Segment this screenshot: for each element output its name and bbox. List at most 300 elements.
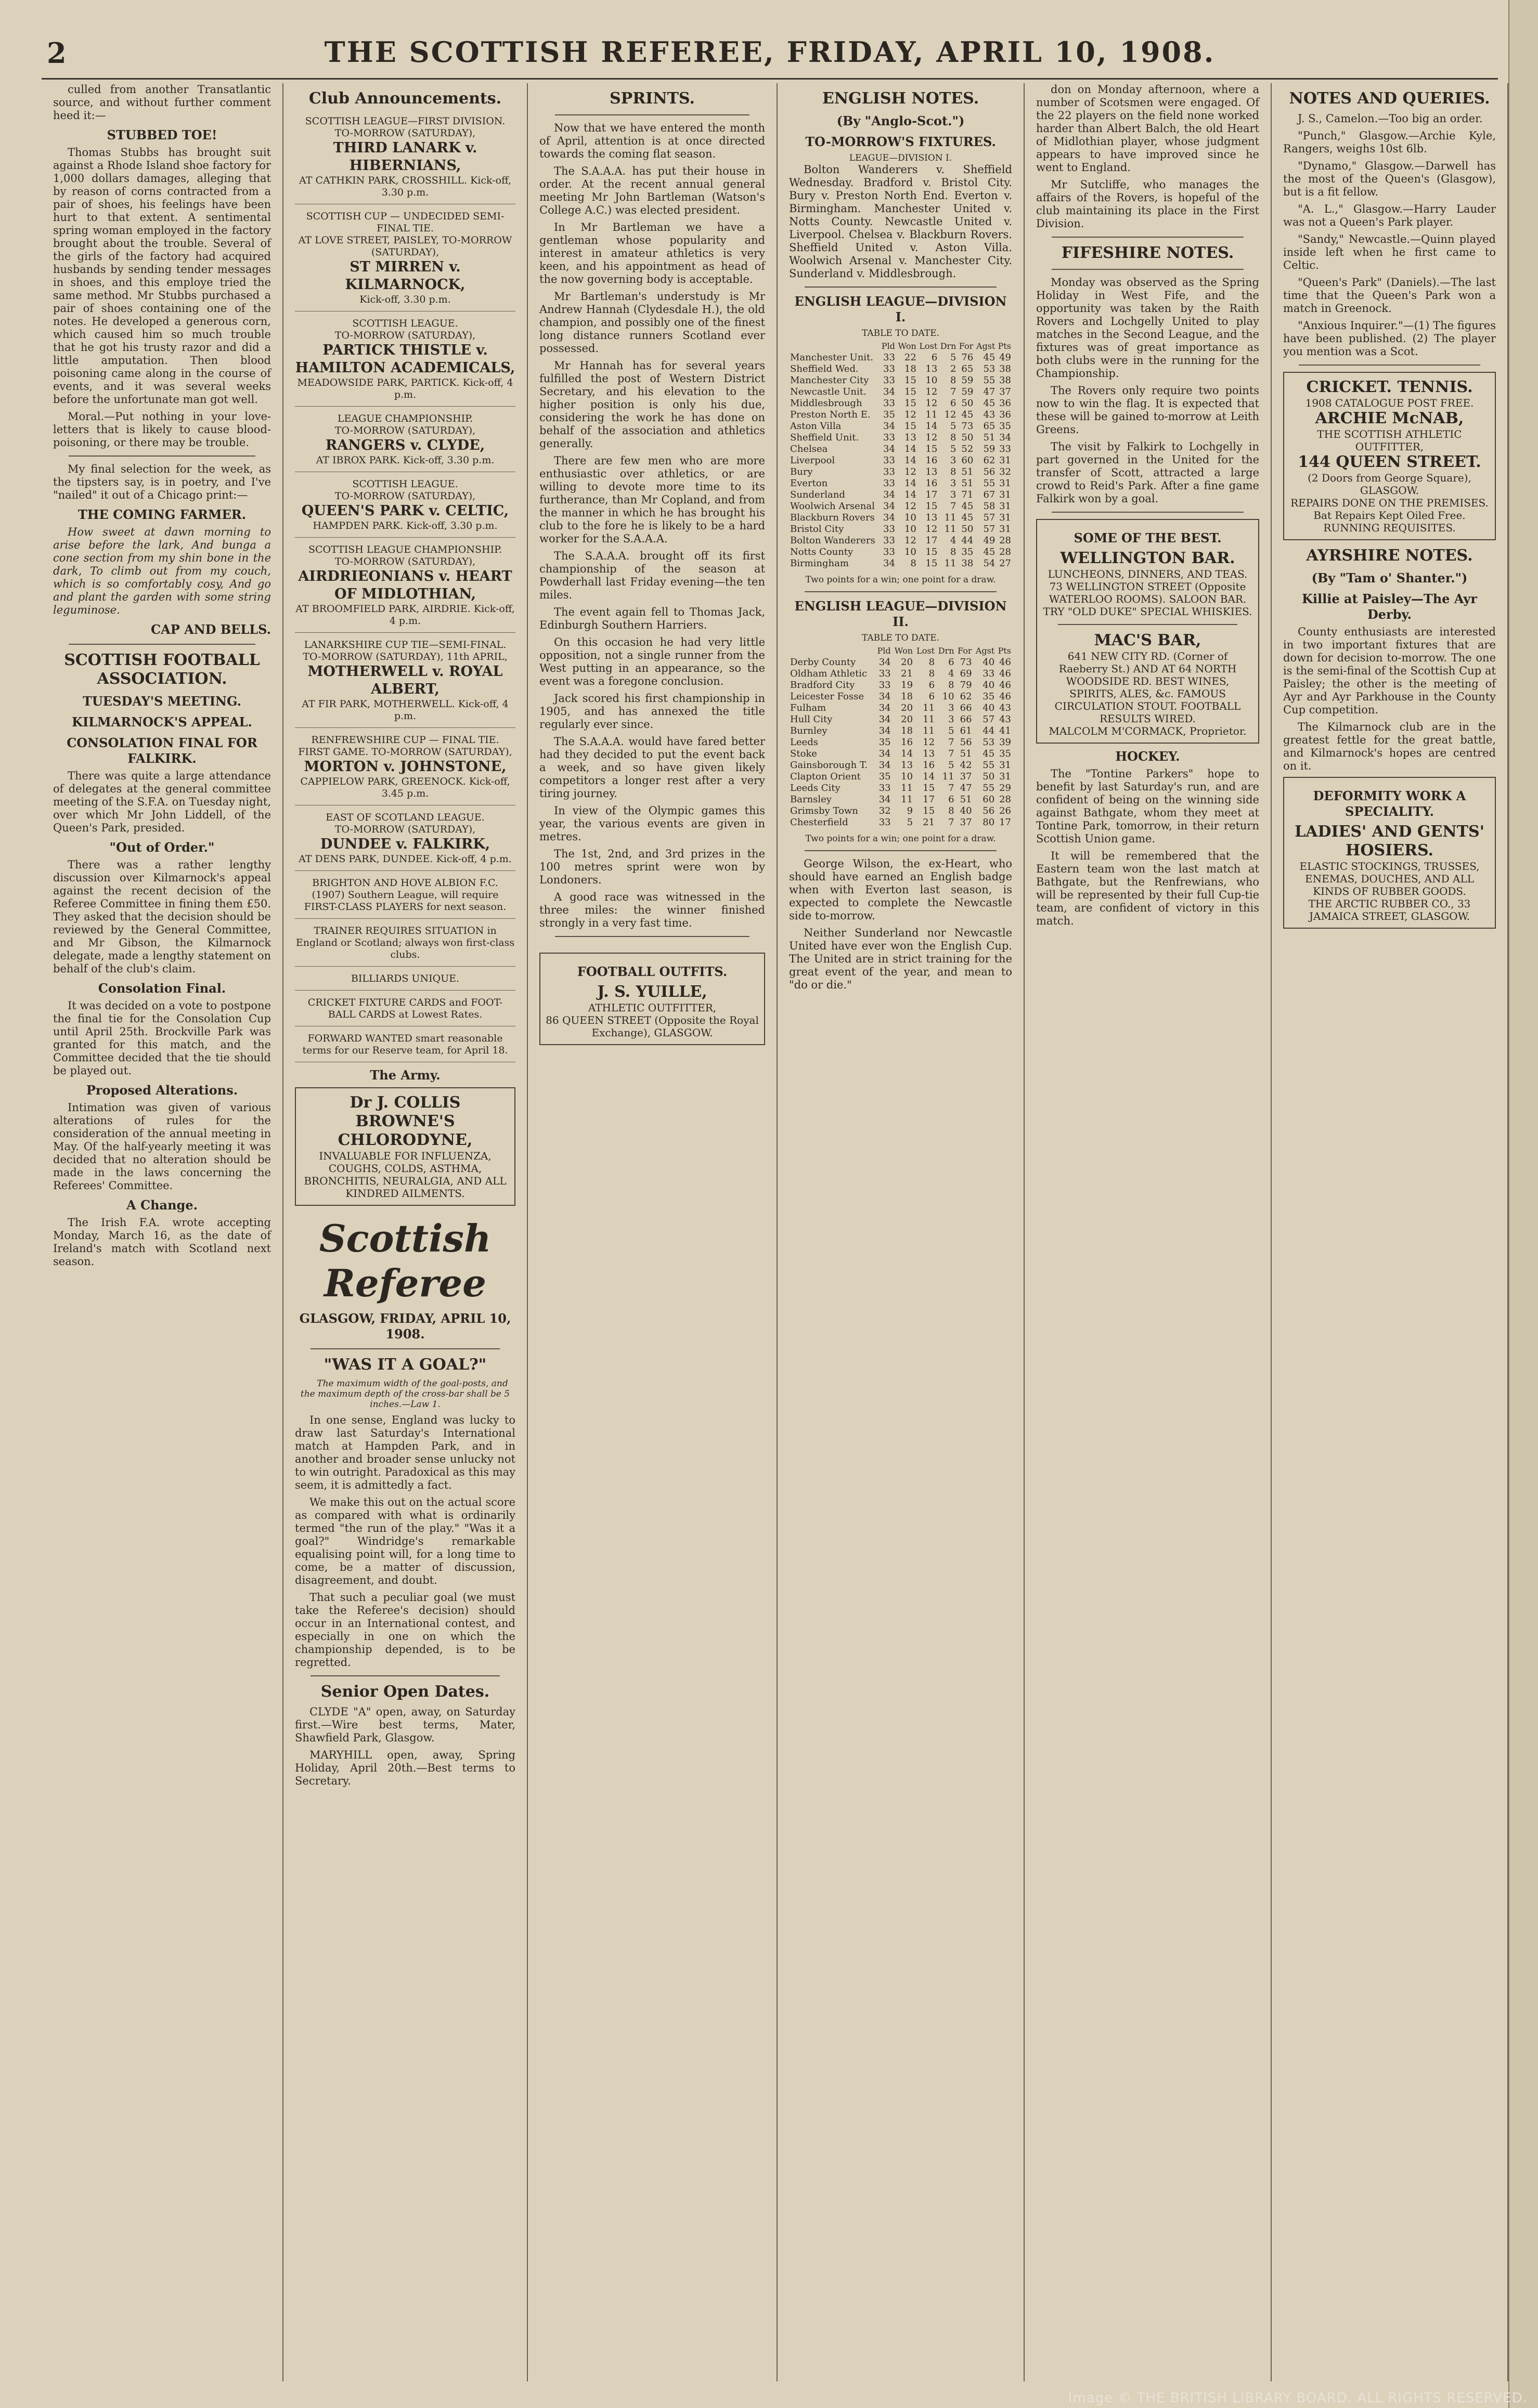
stat-cell: 37 <box>960 771 972 782</box>
announcement-line3: MEADOWSIDE PARK, PARTICK. Kick-off, 4 p.m. <box>297 377 513 400</box>
section-heading: Proposed Alterations. <box>86 1083 238 1098</box>
table-row <box>789 501 1012 512</box>
stat-cell: 12 <box>923 737 935 748</box>
stat-cell: 8 <box>948 805 954 816</box>
ad-title: MAC'S BAR, <box>1094 631 1201 649</box>
table-row <box>789 794 1012 805</box>
stat-cell: 50 <box>961 398 974 409</box>
stat-cell: 45 <box>961 501 974 512</box>
stat-cell: 34 <box>883 501 895 512</box>
club-announcement <box>295 809 515 871</box>
stat-cell: 18 <box>904 363 916 374</box>
announcement-line1: LANARKSHIRE CUP TIE—SEMI-FINAL. <box>304 639 507 650</box>
table-row <box>789 725 1012 737</box>
stat-cell: 7 <box>948 737 954 748</box>
table-row <box>789 817 1012 828</box>
query-answer: "Anxious Inquirer."—(1) The figures have been published. (2) The player you mention was a Scot. <box>1283 319 1496 358</box>
team-name: Bradford City <box>790 680 855 691</box>
ad-proprietor: MALCOLM M'CORMACK, Proprietor. <box>1049 725 1247 737</box>
team-name: Derby County <box>790 657 856 668</box>
stat-cell: 19 <box>901 680 913 691</box>
stat-cell: 50 <box>983 771 995 782</box>
stat-cell: 51 <box>960 748 972 759</box>
stat-cell: 46 <box>999 668 1011 679</box>
league-table-division-1 <box>789 341 1012 569</box>
ad-body: LUNCHEONS, DINNERS, AND TEAS. 73 WELLINGTON STREET (Opposite WATERLOO ROOMS). SALOON BAR. TRY "OLD DUKE" SPECIAL WHISKIES. <box>1043 568 1252 618</box>
stat-cell: 15 <box>904 398 916 409</box>
table-row <box>789 455 1012 466</box>
paragraph: Mr Hannah has for several years fulfilled the post of Western District Secretary, and his elevation to the higher position is only his due, considering the work he has done on behalf of the association and athletics generally. <box>539 359 765 450</box>
stat-cell: 35 <box>999 421 1011 432</box>
stat-cell: 41 <box>999 725 1011 736</box>
ad-subheading: 1908 CATALOGUE POST FREE. <box>1305 397 1474 409</box>
stat-cell: 53 <box>983 363 996 374</box>
stat-cell: 8 <box>950 466 957 477</box>
stat-cell: 16 <box>901 737 913 748</box>
team-name: Middlesbrough <box>790 398 862 409</box>
stat-cell: 12 <box>925 386 938 397</box>
stat-cell: 57 <box>983 714 995 725</box>
announcement-line2: TO-MORROW (SATURDAY), <box>334 330 476 341</box>
chlorodyne-advertisement <box>295 1087 515 1206</box>
stat-cell: 34 <box>883 558 895 569</box>
section-heading: The Army. <box>370 1068 441 1083</box>
newspaper-masthead: Scottish Referee <box>319 1216 492 1305</box>
stat-cell: 55 <box>983 783 995 793</box>
header-cell: Drn <box>940 341 957 351</box>
queries-list <box>1283 112 1496 358</box>
stat-cell: 60 <box>961 455 974 466</box>
table-row <box>789 783 1012 794</box>
stat-cell: 8 <box>928 668 935 679</box>
stat-cell: 22 <box>904 352 916 363</box>
poem-title: THE COMING FARMER. <box>77 507 247 522</box>
announcement-big: QUEEN'S PARK v. CELTIC, <box>301 503 509 519</box>
query-answer: J. S., Camelon.—Too big an order. <box>1298 112 1483 125</box>
stat-cell: 34 <box>883 421 895 432</box>
team-name: Barnsley <box>790 794 832 805</box>
stat-cell: 56 <box>960 737 972 748</box>
stat-cell: 38 <box>999 375 1011 386</box>
announcement-line3: AT DENS PARK, DUNDEE. Kick-off, 4 p.m. <box>299 853 512 865</box>
small-ad: BRIGHTON AND HOVE ALBION F.C. (1907) Southern League, will require FIRST-CLASS PLAYERS for next season. <box>295 874 515 919</box>
classified-ad: CLYDE "A" open, away, on Saturday first.—Wire best terms, Mater, Shawfield Park, Glasgow. <box>295 1706 515 1744</box>
stat-cell: 13 <box>925 466 938 477</box>
stat-cell: 34 <box>878 691 891 702</box>
article-subheading: CONSOLATION FINAL FOR FALKIRK. <box>67 735 257 766</box>
club-announcement <box>295 112 515 204</box>
stat-cell: 7 <box>950 501 957 512</box>
stat-cell: 66 <box>960 702 972 713</box>
stat-cell: 14 <box>923 771 935 782</box>
header-cell: Pld <box>877 646 891 656</box>
stat-cell: 40 <box>983 702 995 713</box>
ad-body: INVALUABLE FOR INFLUENZA, COUGHS, COLDS, ASTHMA, BRONCHITIS, NEURALGIA, AND ALL KINDRED AILMENTS. <box>304 1150 507 1200</box>
stat-cell: 35 <box>878 771 891 782</box>
stat-cell: 34 <box>878 748 891 759</box>
stat-cell: 76 <box>961 352 974 363</box>
paragraph: The Kilmarnock club are in the greatest fettle for the great battle, and Kilmarnock's hopes are centred on it. <box>1283 721 1496 772</box>
stat-cell: 43 <box>999 702 1011 713</box>
league-table-division-2 <box>789 645 1012 828</box>
stat-cell: 14 <box>901 748 913 759</box>
table-header-row <box>789 341 1012 352</box>
stat-cell: 45 <box>983 546 996 557</box>
stat-cell: 15 <box>904 421 916 432</box>
column-1 <box>42 83 283 2381</box>
stat-cell: 12 <box>944 409 957 420</box>
stat-cell: 34 <box>883 489 895 500</box>
header-cell: For <box>959 341 974 351</box>
stat-cell: 11 <box>923 725 935 736</box>
stat-cell: 5 <box>907 817 913 828</box>
stat-cell: 34 <box>878 794 891 805</box>
stat-cell: 14 <box>904 478 916 489</box>
stat-cell: 33 <box>999 444 1011 454</box>
stat-cell: 31 <box>999 478 1011 489</box>
stat-cell: 5 <box>950 352 957 363</box>
stat-cell: 47 <box>983 386 996 397</box>
stat-cell: 33 <box>883 455 895 466</box>
team-name: Sunderland <box>790 489 845 500</box>
table-row <box>789 386 1012 398</box>
stat-cell: 8 <box>950 432 957 443</box>
paragraph: In view of the Olympic games this year, the various events are given in metres. <box>539 804 765 843</box>
stat-cell: 15 <box>904 375 916 386</box>
small-ad: CRICKET FIXTURE CARDS and FOOT-BALL CARDS at Lowest Rates. <box>295 994 515 1026</box>
stat-cell: 33 <box>878 783 891 793</box>
article-heading: SCOTTISH FOOTBALL ASSOCIATION. <box>64 651 260 688</box>
stat-cell: 44 <box>983 725 995 736</box>
stat-cell: 58 <box>983 501 996 512</box>
header-cell: For <box>958 646 972 656</box>
stat-cell: 17 <box>999 817 1011 828</box>
stat-cell: 10 <box>904 546 916 557</box>
fixtures-list: Bolton Wanderers v. Sheffield Wednesday. Bradford v. Bristol City. Bury v. Preston North End. Everton v. Birmingham. Manchester United v. Notts County. Newcastle United v. Liverpool. Chelsea v. Blackburn Rovers. Sheffield United v. Aston Villa. Woolwich Arsenal v. Manchester City. Sunderland v. Middlesbrough. <box>789 163 1012 280</box>
announcement-big: THIRD LANARK v. HIBERNIANS, <box>333 140 477 174</box>
stat-cell: 46 <box>999 680 1011 691</box>
stat-cell: 65 <box>983 421 996 432</box>
stat-cell: 34 <box>883 444 895 454</box>
stat-cell: 20 <box>901 657 913 668</box>
stat-cell: 36 <box>999 398 1011 409</box>
stat-cell: 40 <box>983 657 995 668</box>
stat-cell: 31 <box>999 760 1011 771</box>
article-heading: NOTES AND QUERIES. <box>1289 89 1490 108</box>
paragraph: There was a rather lengthy discussion over Kilmarnock's appeal against the recent decision of the Referee Committee in fining them £50. They asked that the decision should be reviewed by the General Committee, and Mr Gibson, the Kilmarnock delegate, made a lengthy statement on behalf of the club's claim. <box>53 858 271 975</box>
paragraph: It will be remembered that the Eastern team won the last match at Bathgate, but the Renfrewians, who will be represented by their full Cup-tie team, are confident of victory in this match. <box>1036 850 1259 927</box>
stat-cell: 9 <box>907 805 913 816</box>
stat-cell: 15 <box>925 546 938 557</box>
team-name: Chesterfield <box>790 817 848 828</box>
stat-cell: 15 <box>925 558 938 569</box>
section-heading: Consolation Final. <box>98 981 226 996</box>
divider <box>1299 365 1480 366</box>
stat-cell: 62 <box>960 691 972 702</box>
stat-cell: 34 <box>999 432 1011 443</box>
announcement-line3: AT FIR PARK, MOTHERWELL. Kick-off, 4 p.m. <box>302 698 509 722</box>
stat-cell: 12 <box>925 432 938 443</box>
stat-cell: 33 <box>883 478 895 489</box>
stat-cell: 35 <box>961 546 974 557</box>
stat-cell: 44 <box>961 535 974 546</box>
team-name: Preston North E. <box>790 409 871 420</box>
header-cell <box>789 645 875 657</box>
stat-cell: 5 <box>950 421 957 432</box>
paragraph: The "Tontine Parkers" hope to benefit by last Saturday's run, and are confident of being on the winning side against Bathgate, whom they meet at Tontine Park, tomorrow, in their return Scottish Union game. <box>1036 767 1259 845</box>
stat-cell: 40 <box>960 805 972 816</box>
team-name: Notts County <box>790 546 854 557</box>
stat-cell: 34 <box>883 512 895 523</box>
stat-cell: 17 <box>923 794 935 805</box>
team-name: Liverpool <box>790 455 835 466</box>
team-name: Woolwich Arsenal <box>790 501 875 512</box>
table-subheading: TABLE TO DATE. <box>861 633 940 643</box>
team-name: Burnley <box>790 725 828 736</box>
team-name: Everton <box>790 478 828 489</box>
stat-cell: 45 <box>983 352 996 363</box>
ad-subtitle: THE SCOTTISH ATHLETIC OUTFITTER, <box>1317 428 1462 453</box>
stat-cell: 12 <box>904 501 916 512</box>
stat-cell: 33 <box>883 535 895 546</box>
paragraph: The event again fell to Thomas Jack, Edinburgh Southern Harriers. <box>539 606 765 631</box>
club-announcement <box>295 541 515 633</box>
stat-cell: 7 <box>948 748 954 759</box>
ad-note: (2 Doors from George Square), GLASGOW. <box>1308 472 1471 497</box>
stat-cell: 11 <box>944 558 957 569</box>
stat-cell: 15 <box>904 386 916 397</box>
page-number: 2 <box>47 36 67 70</box>
table-row <box>789 363 1012 375</box>
table-note: Two points for a win; one point for a draw. <box>805 834 996 844</box>
paragraph: George Wilson, the ex-Heart, who should have earned an English badge when with Everton last season, is expected to complete the Newcastle side to-morrow. <box>789 857 1012 922</box>
article-heading: "WAS IT A GOAL?" <box>324 1356 487 1374</box>
stat-cell: 59 <box>961 375 974 386</box>
stat-cell: 66 <box>960 714 972 725</box>
stat-cell: 11 <box>901 783 913 793</box>
paragraph: The 1st, 2nd, and 3rd prizes in the 100 metres sprint were won by Londoners. <box>539 848 765 886</box>
stat-cell: 45 <box>961 512 974 523</box>
stat-cell: 43 <box>999 714 1011 725</box>
announcement-line1: SCOTTISH LEAGUE. <box>352 478 458 490</box>
stat-cell: 73 <box>961 421 974 432</box>
paragraph: My final selection for the week, as the tipsters say, is in poetry, and I've "nailed" it out of a Chicago print:— <box>53 463 271 501</box>
stat-cell: 45 <box>983 398 996 409</box>
table-row <box>789 760 1012 771</box>
table-row <box>789 668 1012 680</box>
stat-cell: 17 <box>925 535 938 546</box>
stat-cell: 31 <box>999 512 1011 523</box>
stat-cell: 18 <box>901 725 913 736</box>
stat-cell: 3 <box>950 489 957 500</box>
stat-cell: 46 <box>999 657 1011 668</box>
team-name: Sheffield Unit. <box>790 432 859 443</box>
stat-cell: 14 <box>904 444 916 454</box>
stat-cell: 6 <box>948 657 954 668</box>
table-row <box>789 478 1012 489</box>
stat-cell: 40 <box>983 680 995 691</box>
stat-cell: 34 <box>883 386 895 397</box>
stat-cell: 43 <box>983 409 996 420</box>
small-ad: TRAINER REQUIRES SITUATION in England or Scotland; always won first-class clubs. <box>295 922 515 967</box>
section-heading: TO-MORROW'S FIXTURES. <box>805 134 996 149</box>
article-epigraph: The maximum width of the goal-posts, and the maximum depth of the cross-bar shall be 5 inches.—Law 1. <box>300 1378 510 1410</box>
club-announcement <box>295 731 515 805</box>
article-heading: FIFESHIRE NOTES. <box>1061 244 1234 262</box>
table-row <box>789 421 1012 432</box>
small-advertisements <box>295 874 515 1062</box>
team-name: Newcastle Unit. <box>790 386 867 397</box>
section-heading: A Change. <box>126 1198 198 1213</box>
stat-cell: 34 <box>878 702 891 713</box>
header-cell: Lost <box>916 646 935 656</box>
stat-cell: 57 <box>983 524 996 535</box>
stat-cell: 69 <box>960 668 972 679</box>
query-answer: "A. L.," Glasgow.—Harry Lauder was not a Queen's Park player. <box>1283 203 1496 228</box>
team-name: Gainsborough T. <box>790 760 868 771</box>
announcement-line2: TO-MORROW (SATURDAY), <box>334 127 476 139</box>
article-heading: AYRSHIRE NOTES. <box>1306 546 1473 565</box>
stat-cell: 14 <box>904 489 916 500</box>
paragraph: The visit by Falkirk to Lochgelly in part governed in the United for the transfer of Scott, attracted a large crowd to Reid's Park. After a fine game Falkirk won by a goal. <box>1036 440 1259 505</box>
paragraph: Thomas Stubbs has brought suit against a Rhode Island shoe factory for 1,000 dollars damages, alleging that by reason of corns contracted from a pair of shoes, his feelings have been hurt to that extent. A sentimental spring woman employed in the factory brought about the trouble. Several of the girls of the factory had acquired husbands by sending tender messages in shoes, and this employe tried the same method. Mr Stubbs purchased a pair of shoes containing one of the notes. He developed a generous corn, which caused him so much trouble that he got his trusty razor and did a little amputation. Then blood poisoning came along in the course of events, and it was several weeks before the unfortunate man got well. <box>53 146 271 406</box>
divider <box>1052 269 1244 270</box>
stat-cell: 28 <box>999 546 1011 557</box>
paragraph: There was quite a large attendance of delegates at the general committee meeting of the S.F.A. on Tuesday night, over which Mr John Liddell, of the Queen's Park, presided. <box>53 770 271 834</box>
stat-cell: 17 <box>925 489 938 500</box>
stat-cell: 51 <box>983 432 996 443</box>
stat-cell: 39 <box>999 737 1011 748</box>
stat-cell: 36 <box>999 409 1011 420</box>
stat-cell: 4 <box>948 668 954 679</box>
team-name: Bristol City <box>790 524 844 535</box>
stat-cell: 33 <box>883 466 895 477</box>
club-announcements <box>295 112 515 871</box>
stat-cell: 6 <box>948 794 954 805</box>
stat-cell: 7 <box>948 817 954 828</box>
stat-cell: 52 <box>961 444 974 454</box>
announcement-big: PARTICK THISTLE v. HAMILTON ACADEMICALS, <box>295 342 515 376</box>
stat-cell: 28 <box>999 794 1011 805</box>
stat-cell: 14 <box>904 455 916 466</box>
ad-address: 144 QUEEN STREET. <box>1298 453 1481 471</box>
section-heading: Club Announcements. <box>308 89 502 108</box>
stat-cell: 38 <box>999 363 1011 374</box>
article-heading: ENGLISH NOTES. <box>822 89 979 108</box>
stat-cell: 33 <box>878 817 891 828</box>
stat-cell: 60 <box>983 794 995 805</box>
announcement-line3: AT IBROX PARK. Kick-off, 3.30 p.m. <box>316 454 495 466</box>
stat-cell: 55 <box>983 760 995 771</box>
table-row <box>789 375 1012 386</box>
announcement-line3: AT CATHKIN PARK, CROSSHILL. Kick-off, 3.30 p.m. <box>299 175 511 198</box>
stat-cell: 46 <box>999 691 1011 702</box>
paragraph: Neither Sunderland nor Newcastle United have ever won the English Cup. The United are in strict training for the great event of the year, and mean to "do or die." <box>789 927 1012 991</box>
header-cell: Lost <box>919 341 938 351</box>
column-4 <box>778 83 1025 2381</box>
paragraph: It was decided on a vote to postpone the final tie for the Consolation Cup until April 25th. Brockville Park was granted for this match, and the Committee decided that the tie should be played out. <box>53 999 271 1077</box>
stat-cell: 15 <box>925 444 938 454</box>
table-heading: ENGLISH LEAGUE—DIVISION II. <box>794 598 1007 629</box>
paragraph: culled from another Transatlantic source, and without further comment heed it:— <box>53 83 271 122</box>
stat-cell: 42 <box>960 760 972 771</box>
small-ad: FORWARD WANTED smart reasonable terms for our Reserve team, for April 18. <box>295 1030 515 1062</box>
ad-title: J. S. YUILLE, <box>597 983 707 1001</box>
stat-cell: 54 <box>983 558 996 569</box>
stat-cell: 33 <box>883 375 895 386</box>
stat-cell: 38 <box>961 558 974 569</box>
team-name: Clapton Orient <box>790 771 861 782</box>
paragraph: Intimation was given of various alterations of rules for the consideration of the annual meeting in May. Of the half-yearly meeting it was decided that no alteration should be made in the laws concerning the Referees' Committee. <box>53 1101 271 1192</box>
stat-cell: 11 <box>901 794 913 805</box>
stat-cell: 31 <box>999 489 1011 500</box>
article-subheading: TUESDAY'S MEETING. <box>83 694 241 709</box>
stat-cell: 27 <box>999 558 1011 569</box>
team-name: Manchester Unit. <box>790 352 874 363</box>
ad-heading: SOME OF THE BEST. <box>1074 530 1222 545</box>
table-row <box>789 748 1012 760</box>
paragraph: don on Monday afternoon, where a number of Scotsmen were engaged. Of the 22 players on the field none worked harder than Albert Balch, the old Heart of Midlothian player, whose judgment appears to have improved since he went to England. <box>1036 83 1259 174</box>
stat-cell: 80 <box>983 817 995 828</box>
stat-cell: 3 <box>948 702 954 713</box>
announcement-line1: SCOTTISH CUP — UNDECIDED SEMI-FINAL TIE. <box>306 211 505 234</box>
stat-cell: 32 <box>878 805 891 816</box>
stat-cell: 26 <box>999 805 1011 816</box>
stat-cell: 8 <box>950 546 957 557</box>
divider <box>69 644 255 645</box>
team-name: Leeds <box>790 737 819 748</box>
announcement-line2: TO-MORROW (SATURDAY), <box>334 425 476 436</box>
stat-cell: 10 <box>904 524 916 535</box>
table-row <box>789 432 1012 444</box>
paragraph: The S.A.A.A. brought off its first championship of the season at Powderhall last Friday evening—the ten miles. <box>539 550 765 601</box>
announcement-line1: SCOTTISH LEAGUE—FIRST DIVISION. <box>305 115 506 127</box>
stat-cell: 6 <box>950 398 957 409</box>
stat-cell: 34 <box>878 714 891 725</box>
mcnab-advertisement <box>1283 372 1496 540</box>
stat-cell: 31 <box>999 501 1011 512</box>
stat-cell: 16 <box>925 478 938 489</box>
divider <box>805 287 997 288</box>
stat-cell: 37 <box>999 386 1011 397</box>
divider <box>555 936 749 937</box>
ad-body: ELASTIC STOCKINGS, TRUSSES, ENEMAS, DOUCHES, AND ALL KINDS OF RUBBER GOODS. <box>1299 860 1480 897</box>
stat-cell: 21 <box>923 817 935 828</box>
team-name: Sheffield Wed. <box>790 363 859 374</box>
section-heading: Senior Open Dates. <box>320 1683 490 1701</box>
stat-cell: 12 <box>925 398 938 409</box>
stat-cell: 6 <box>928 691 935 702</box>
stat-cell: 11 <box>923 714 935 725</box>
paragraph: Jack scored his first championship in 1905, and has annexed the title regularly ever since. <box>539 692 765 731</box>
club-announcement <box>295 207 515 311</box>
paragraph: The Irish F.A. wrote accepting Monday, March 16, as the date of Ireland's match with Scotland next season. <box>53 1216 271 1268</box>
stat-cell: 33 <box>883 524 895 535</box>
header-cell: Agst <box>975 646 995 656</box>
column-2 <box>283 83 528 2381</box>
stat-cell: 11 <box>923 702 935 713</box>
bars-advertisement <box>1036 519 1259 744</box>
stat-cell: 20 <box>901 702 913 713</box>
announcement-line2: TO-MORROW (SATURDAY), <box>334 490 476 502</box>
divider <box>1058 624 1237 625</box>
copyright-watermark: Image © THE BRITISH LIBRARY BOARD. ALL RIGHTS RESERVED. <box>1068 2390 1528 2406</box>
stat-cell: 11 <box>944 512 957 523</box>
table-row <box>789 558 1012 569</box>
header-cell: Pts <box>998 341 1011 351</box>
ad-heading: CRICKET. TENNIS. <box>1306 378 1473 396</box>
stat-cell: 33 <box>883 398 895 409</box>
